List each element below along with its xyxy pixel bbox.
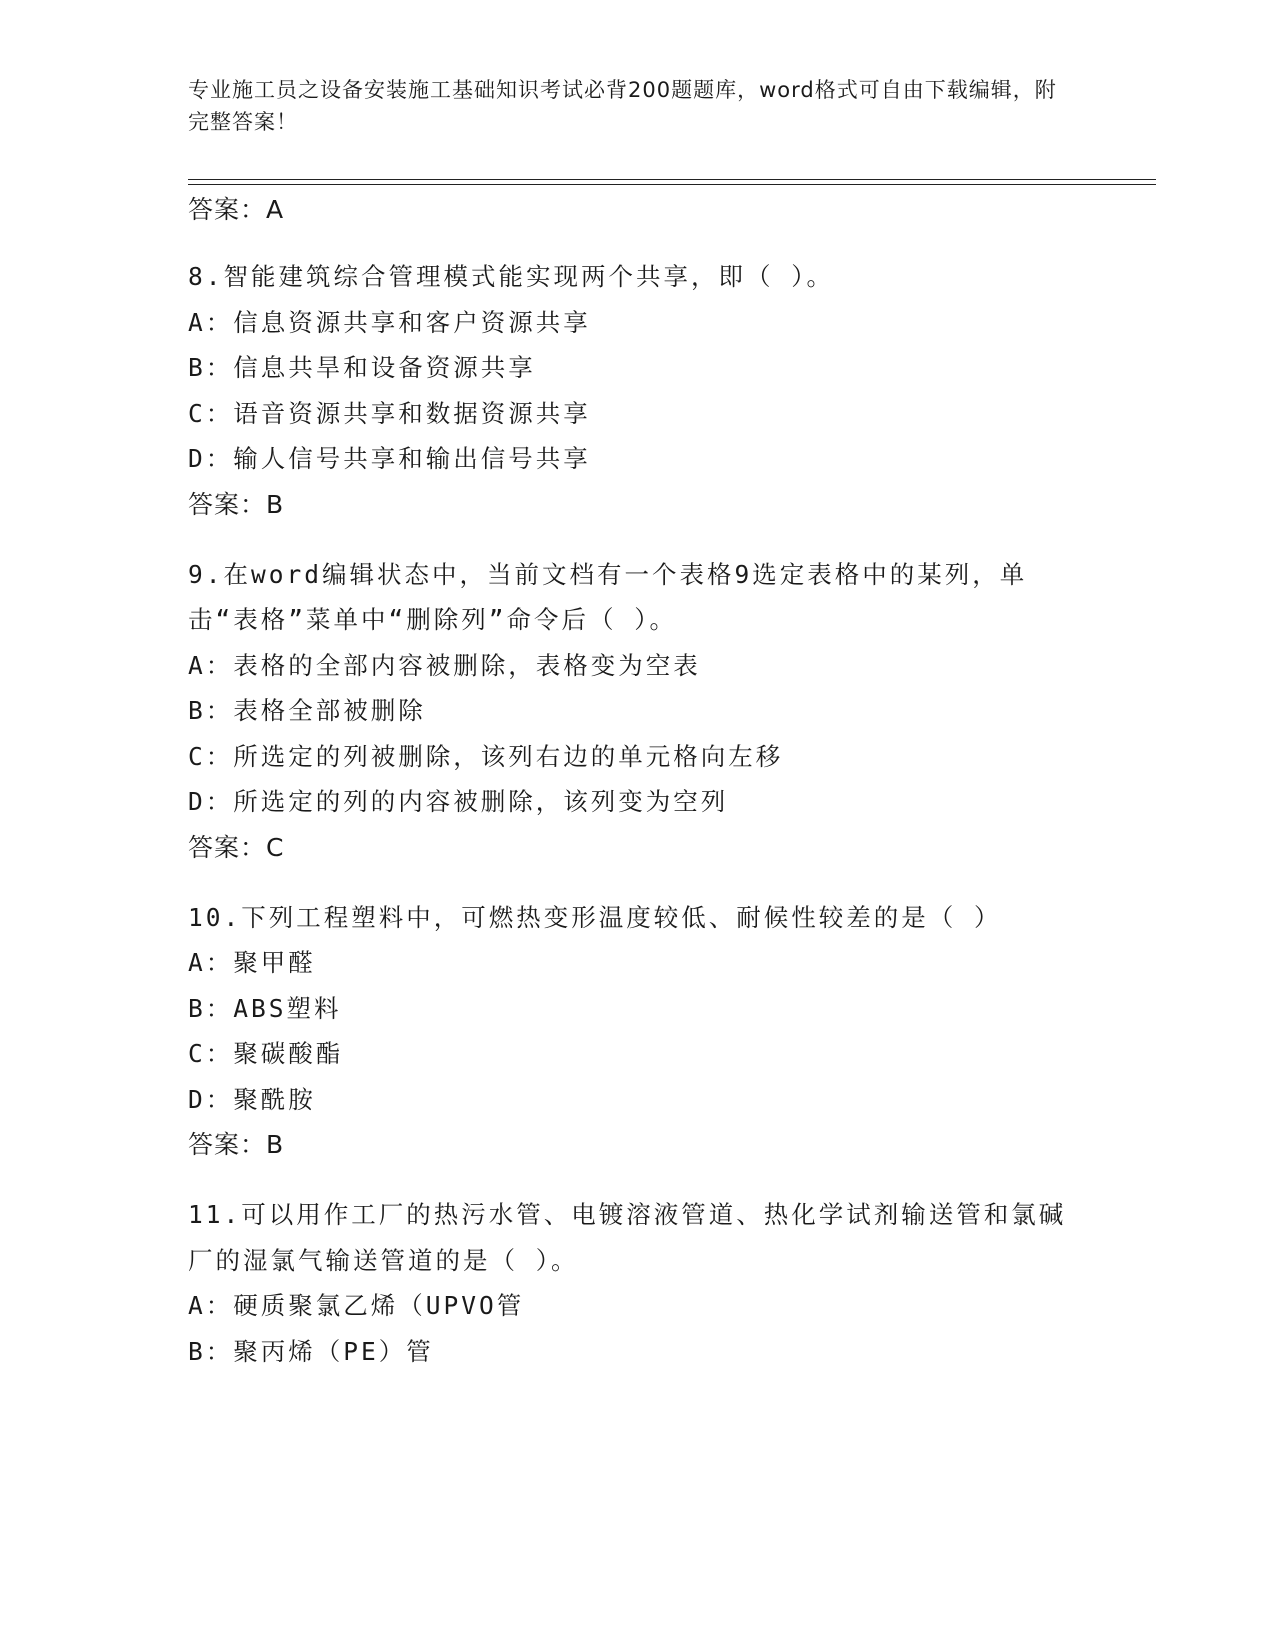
question-8 bbox=[188, 254, 1088, 528]
option-c: C：聚碳酸酯 bbox=[188, 1039, 344, 1068]
question-text: 10.下列工程塑料中，可燃热变形温度较低、耐候性较差的是（ ） bbox=[188, 902, 1002, 932]
question-10 bbox=[188, 895, 1088, 1169]
option-a: A：硬质聚氯乙烯（UPVO管 bbox=[188, 1291, 525, 1320]
option-d: D：所选定的列的内容被删除，该列变为空列 bbox=[188, 787, 729, 816]
answer-line: 答案：C bbox=[188, 832, 285, 862]
document-title: 专业施工员之设备安装施工基础知识考试必背200题题库，word格式可自由下载编辑，附完整答案！ bbox=[188, 78, 1057, 134]
option-c: C：语音资源共享和数据资源共享 bbox=[188, 398, 591, 428]
answer-line: 答案：B bbox=[188, 489, 285, 519]
answer-line: 答案：B bbox=[188, 1130, 285, 1159]
option-b: B：信息共旱和设备资源共享 bbox=[188, 353, 536, 382]
option-a: A：表格的全部内容被删除，表格变为空表 bbox=[188, 650, 701, 680]
question-text: 9.在word编辑状态中，当前文档有一个表格9选定表格中的某列，单击“表格”菜单中“删除列”命令后（ ）。 bbox=[188, 559, 1028, 634]
question-text: 11.可以用作工厂的热污水管、电镀溶液管道、热化学试剂输送管和氯碱厂的湿氯气输送管道的是（ ）。 bbox=[188, 1200, 1067, 1275]
option-d: D：输人信号共享和输出信号共享 bbox=[188, 444, 591, 473]
question-9 bbox=[188, 552, 1088, 871]
previous-answer: 答案：A bbox=[188, 195, 285, 224]
header-divider-bottom bbox=[188, 184, 1156, 185]
question-11 bbox=[188, 1192, 1088, 1374]
option-b: B：聚丙烯（PE）管 bbox=[188, 1336, 434, 1366]
option-d: D：聚酰胺 bbox=[188, 1084, 316, 1114]
option-b: B：表格全部被删除 bbox=[188, 696, 426, 725]
question-text: 8.智能建筑综合管理模式能实现两个共享，即（ ）。 bbox=[188, 262, 834, 291]
option-b: B：ABS塑料 bbox=[188, 993, 342, 1023]
option-c: C：所选定的列被删除，该列右边的单元格向左移 bbox=[188, 741, 784, 771]
header-divider-top bbox=[188, 179, 1156, 180]
document-header bbox=[188, 74, 1068, 138]
option-a: A：信息资源共享和客户资源共享 bbox=[188, 307, 591, 337]
option-a: A：聚甲醛 bbox=[188, 948, 316, 977]
question-list bbox=[188, 190, 1088, 1374]
